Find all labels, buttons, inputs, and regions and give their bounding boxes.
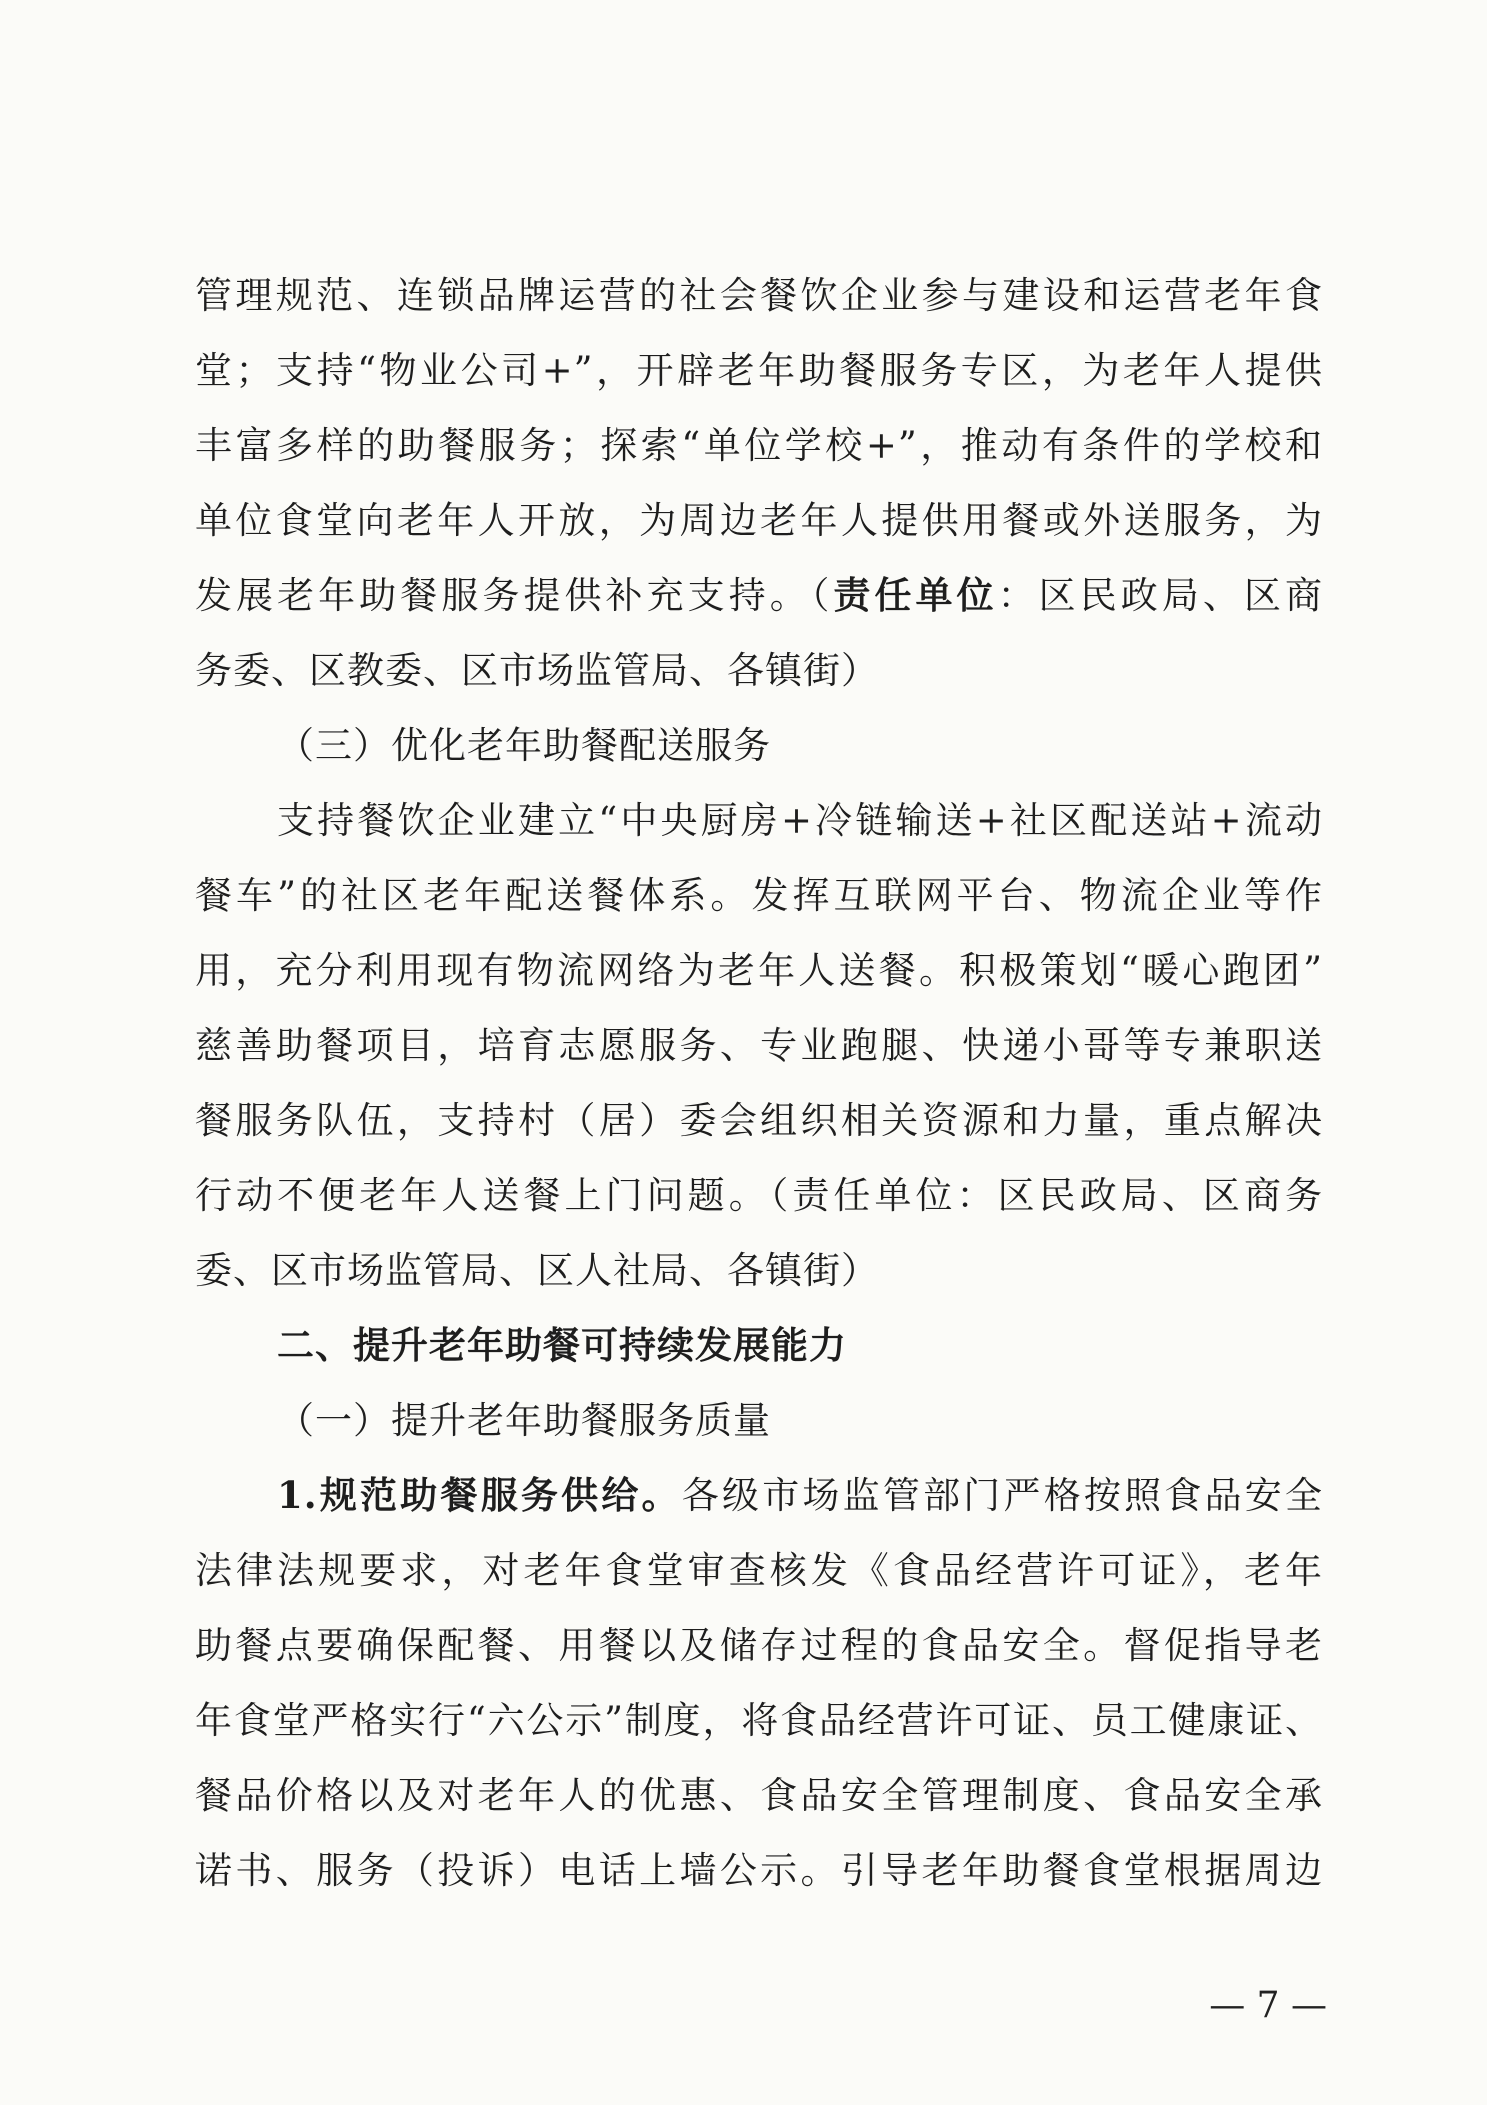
item-title: 1.规范助餐服务供给。: [277, 1473, 682, 1517]
page-number: — 7 —: [1209, 1985, 1327, 2026]
text-line: 堂；支持“物业公司+”，开辟老年助餐服务专区，为老年人提供: [195, 349, 1323, 392]
text-line: 丰富多样的助餐服务；探索“单位学校+”，推动有条件的学校和: [195, 424, 1323, 467]
text-run: 发展老年助餐服务提供补充支持。（: [195, 574, 834, 617]
paragraph-canteen-operators: [195, 258, 1323, 708]
text-line: 年食堂严格实行“六公示”制度，将食品经营许可证、员工健康证、: [195, 1699, 1323, 1742]
paragraph-service-supply: [195, 1458, 1323, 1908]
subsection-heading-3: （三）优化老年助餐配送服务: [277, 724, 771, 767]
text-line: 务委、区教委、区市场监管局、各镇街）: [195, 649, 879, 692]
document-body: [195, 258, 1323, 1908]
text-line: [195, 558, 1323, 633]
text-line: [195, 1458, 1323, 1533]
text-line: 支持餐饮企业建立“中央厨房+冷链输送+社区配送站+流动: [277, 799, 1323, 842]
text-line: 餐服务队伍，支持村（居）委会组织相关资源和力量，重点解决: [195, 1099, 1323, 1142]
text-line: 单位食堂向老年人开放，为周边老年人提供用餐或外送服务，为: [195, 499, 1323, 542]
responsible-unit-label: 责任单位: [833, 573, 998, 617]
subsection-heading-2-1: （一）提升老年助餐服务质量: [277, 1399, 771, 1442]
section-heading-2: 二、提升老年助餐可持续发展能力: [277, 1324, 847, 1367]
text-line: 助餐点要确保配餐、用餐以及储存过程的食品安全。督促指导老: [195, 1624, 1323, 1667]
paragraph-delivery-service: [195, 783, 1323, 1308]
text-line: 法律法规要求，对老年食堂审查核发《食品经营许可证》，老年: [195, 1549, 1323, 1592]
text-line: 诺书、服务（投诉）电话上墙公示。引导老年助餐食堂根据周边: [195, 1849, 1323, 1892]
text-line: 管理规范、连锁品牌运营的社会餐饮企业参与建设和运营老年食: [195, 274, 1323, 317]
text-run: 各级市场监管部门严格按照食品安全: [681, 1474, 1323, 1517]
text-line: 用，充分利用现有物流网络为老年人送餐。积极策划“暖心跑团”: [195, 949, 1323, 992]
text-line: 委、区市场监管局、区人社局、各镇街）: [195, 1249, 879, 1292]
text-line: 行动不便老年人送餐上门问题。（责任单位：区民政局、区商务: [195, 1174, 1323, 1217]
text-line: 餐车”的社区老年配送餐体系。发挥互联网平台、物流企业等作: [195, 874, 1323, 917]
text-run: ：区民政局、区商: [997, 574, 1324, 617]
text-line: 餐品价格以及对老年人的优惠、食品安全管理制度、食品安全承: [195, 1774, 1323, 1817]
text-line: 慈善助餐项目，培育志愿服务、专业跑腿、快递小哥等专兼职送: [195, 1024, 1323, 1067]
